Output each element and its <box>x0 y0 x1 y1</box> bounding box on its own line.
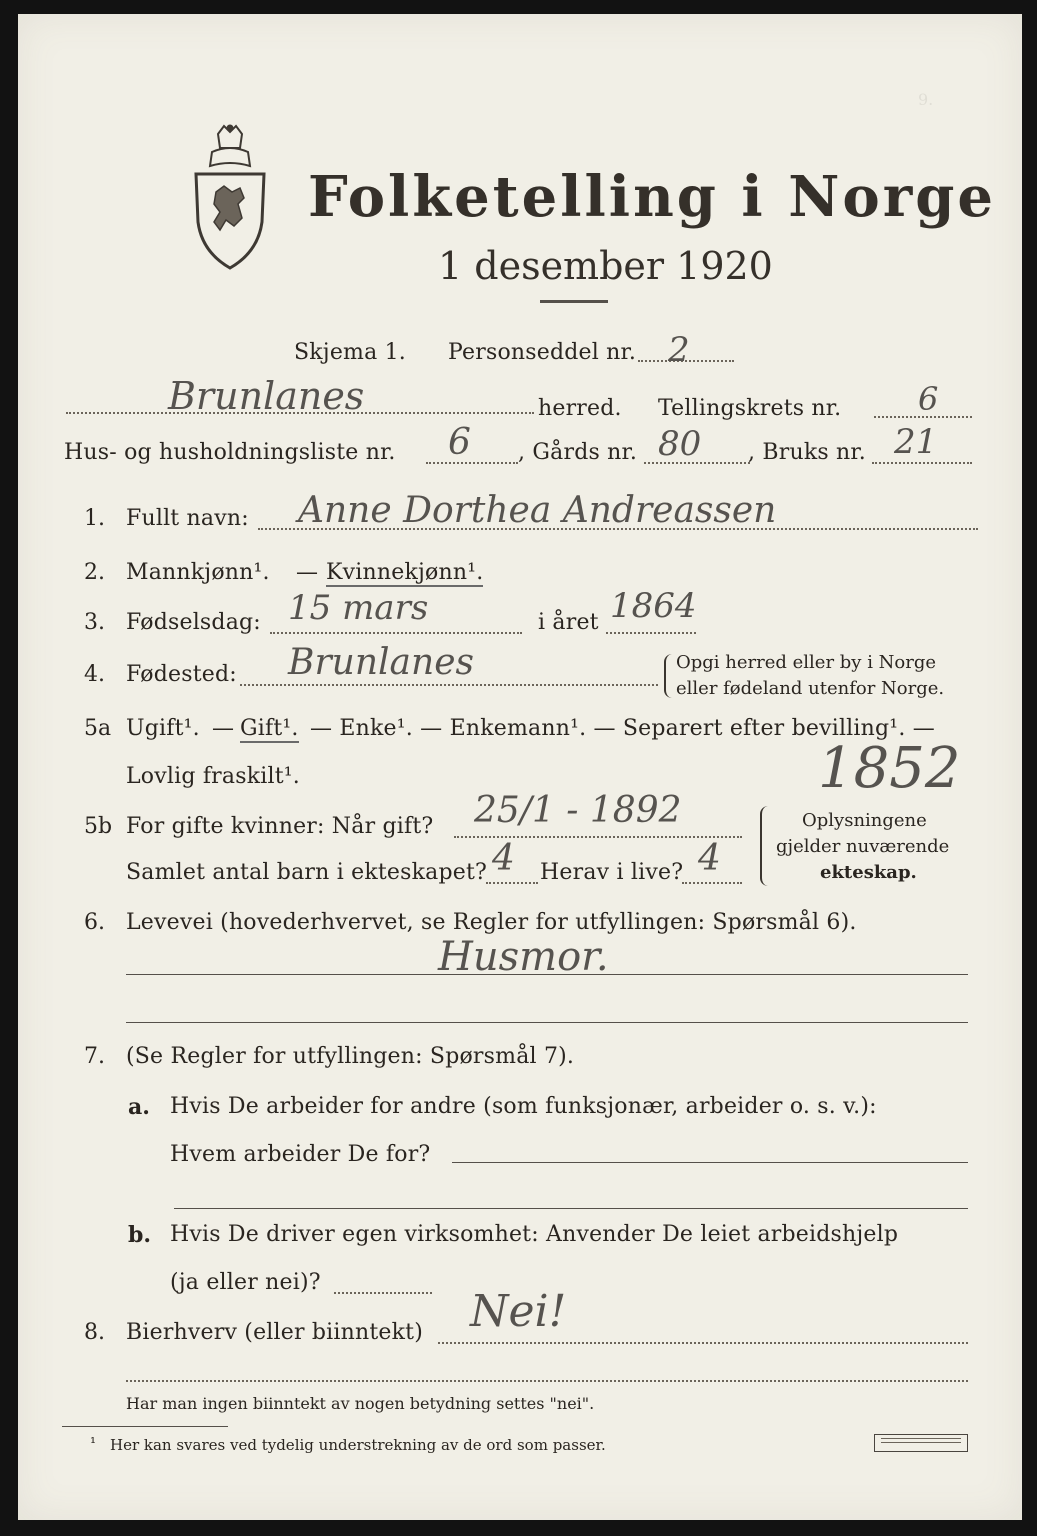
fodested-note-brace <box>664 654 674 698</box>
bierhverv-field-line <box>438 1342 968 1344</box>
personseddel-label: Personseddel nr. <box>448 340 637 365</box>
tellingskrets-value: 6 <box>918 380 939 418</box>
kvinnekjonn-option-selected: Kvinnekjønn¹. <box>326 560 484 585</box>
lovlig-fraskilt-option: Lovlig fraskilt¹. <box>126 764 300 789</box>
coat-of-arms-icon <box>190 122 270 272</box>
fullt-navn-value: Anne Dorthea Andreassen <box>298 490 777 531</box>
civil-separator: — <box>212 716 235 741</box>
marginal-annotation: 1852 <box>818 736 961 801</box>
fullt-navn-label: Fullt navn: <box>126 506 249 531</box>
bruks-label: , Bruks nr. <box>748 440 866 465</box>
tellingskrets-label: Tellingskrets nr. <box>658 396 842 421</box>
gift-option-selected: Gift¹. <box>240 716 299 741</box>
bierhverv-note: Har man ingen biinntekt av nogen betydning settes "nei". <box>126 1394 595 1413</box>
fodselsdag-field-line <box>270 632 522 634</box>
naar-gift-label: For gifte kvinner: Når gift? <box>126 814 434 839</box>
i-live-value: 4 <box>698 838 721 879</box>
gift-note-line3: ekteskap. <box>820 862 917 883</box>
q4-number: 4. <box>84 662 105 687</box>
gift-note-line1: Oplysningene <box>802 810 927 831</box>
q3-number: 3. <box>84 610 105 635</box>
fodselsdag-label: Fødselsdag: <box>126 610 261 635</box>
i-live-label: Herav i live? <box>540 860 684 885</box>
schema-label: Skjema 1. <box>294 340 407 365</box>
barn-label: Samlet antal barn i ekteskapet? <box>126 860 488 885</box>
mannkjonn-option: Mannkjønn¹. <box>126 560 270 585</box>
personseddel-value: 2 <box>668 330 690 370</box>
q5a-number: 5a <box>84 716 112 741</box>
fodested-field-line <box>240 684 658 686</box>
hus-value: 6 <box>448 422 471 463</box>
i-live-field-line <box>682 882 742 884</box>
q8-number: 8. <box>84 1320 105 1345</box>
barn-value: 4 <box>492 838 515 879</box>
ugift-option: Ugift¹. <box>126 716 200 741</box>
footnote-text: Her kan svares ved tydelig understrekning av de ord som passer. <box>110 1436 606 1454</box>
q2-number: 2. <box>84 560 105 585</box>
q7a-label: Hvis De arbeider for andre (som funksjonær, arbeider o. s. v.): <box>170 1094 877 1119</box>
q7b-label: Hvis De driver egen virksomhet: Anvender De leiet arbeidshjelp <box>170 1222 899 1247</box>
arbeider-for-field-line-2 <box>174 1208 968 1209</box>
bruks-field-line <box>872 462 972 464</box>
hus-label: Hus- og husholdningsliste nr. <box>64 440 396 465</box>
fodested-value: Brunlanes <box>288 642 474 683</box>
arbeidshjelp-label: (ja eller nei)? <box>170 1270 321 1295</box>
fodested-label: Fødested: <box>126 662 237 687</box>
q5b-number: 5b <box>84 814 113 839</box>
herred-label: herred. <box>538 396 622 421</box>
hus-field-line <box>426 462 518 464</box>
levevei-field-line-2 <box>126 1022 968 1023</box>
gards-value: 80 <box>658 424 702 464</box>
levevei-field-line-1 <box>126 974 968 975</box>
bierhverv-value: Nei! <box>470 1286 567 1337</box>
fodested-note-line2: eller fødeland utenfor Norge. <box>676 678 945 699</box>
footnote-mark: ¹ <box>90 1434 97 1452</box>
fodselsdag-value: 15 mars <box>288 588 429 628</box>
arbeidshjelp-field-line <box>334 1292 432 1294</box>
bierhverv-label: Bierhverv (eller biinntekt) <box>126 1320 424 1345</box>
q7-label: (Se Regler for utfyllingen: Spørsmål 7). <box>126 1044 575 1069</box>
levevei-value: Husmor. <box>438 934 609 980</box>
year-value: 1864 <box>610 586 697 626</box>
year-label: i året <box>538 610 599 635</box>
gift-note-line2: gjelder nuværende <box>776 836 950 857</box>
q7a-letter: a. <box>128 1094 150 1120</box>
printer-stamp <box>874 1434 968 1452</box>
header-divider <box>540 300 608 303</box>
gards-label: , Gårds nr. <box>518 440 638 465</box>
arbeider-for-field-line <box>452 1162 968 1163</box>
levevei-label: Levevei (hovederhvervet, se Regler for utfyllingen: Spørsmål 6). <box>126 910 857 935</box>
kjonn-separator: — <box>296 560 319 585</box>
naar-gift-value: 25/1 - 1892 <box>474 790 682 831</box>
q7b-letter: b. <box>128 1222 152 1248</box>
fodested-note-line1: Opgi herred eller by i Norge <box>676 652 937 673</box>
q7-number: 7. <box>84 1044 105 1069</box>
form-title: Folketelling i Norge <box>308 164 997 230</box>
bruks-value: 21 <box>894 422 938 462</box>
arbeider-for-label: Hvem arbeider De for? <box>170 1142 431 1167</box>
other-civil-options: — Enke¹. — Enkemann¹. — Separert efter bevilling¹. — <box>310 716 935 741</box>
census-date: 1 desember 1920 <box>438 244 773 288</box>
herred-value: Brunlanes <box>168 374 365 418</box>
bierhverv-field-line-2 <box>126 1380 968 1382</box>
census-form-page <box>18 14 1022 1520</box>
q1-number: 1. <box>84 506 105 531</box>
gift-note-brace <box>760 806 772 886</box>
year-field-line <box>606 632 696 634</box>
q6-number: 6. <box>84 910 105 935</box>
bleed-through-text: 9. <box>918 90 934 109</box>
footnote-divider <box>62 1426 228 1427</box>
barn-field-line <box>486 882 538 884</box>
